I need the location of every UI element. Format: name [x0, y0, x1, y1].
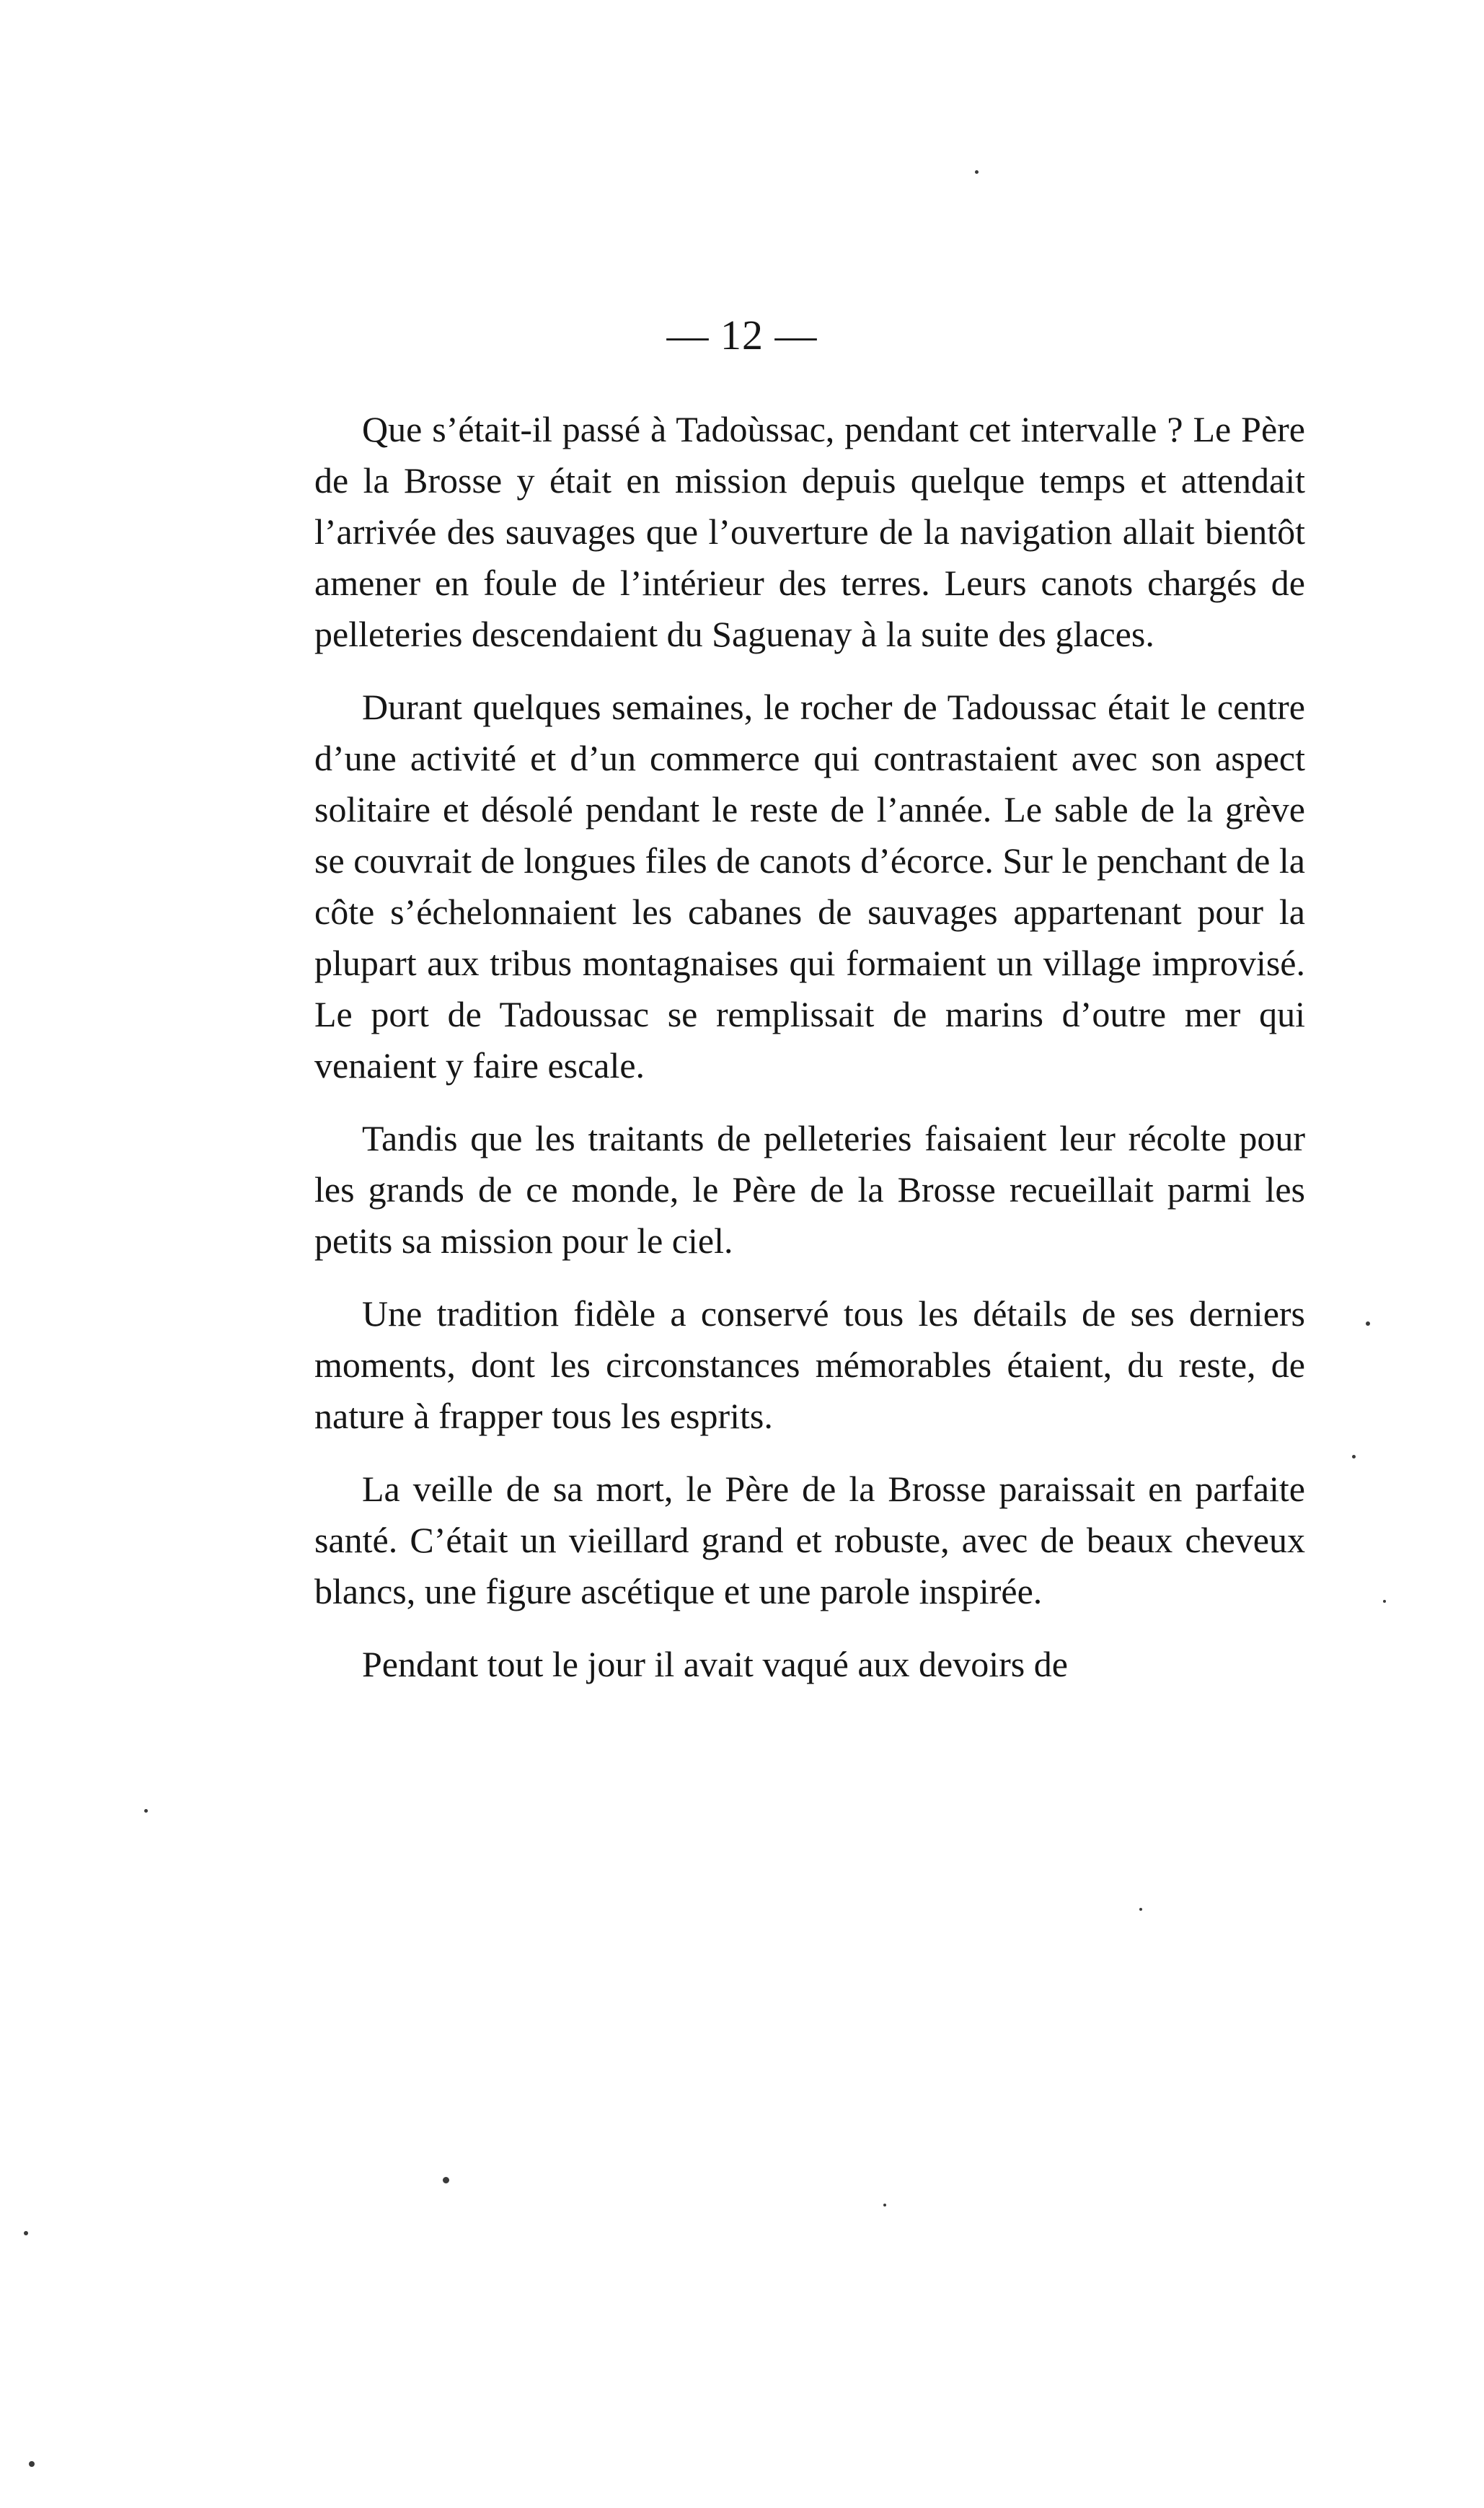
- scan-speck: [1366, 1321, 1370, 1326]
- scan-speck: [24, 2231, 28, 2235]
- paragraph-1: Que s’était-il passé à Tadoùssac, pendant cet intervalle ? Le Père de la Brosse y était en mission depuis quelque temps et attendait l’arrivée des sauvages que l’ouverture de la navigation allait bientôt amener en foule de l’intérieur des terres. Leurs canots chargés de pelleteries descendaient du Saguenay à la suite des glaces.: [314, 409, 1305, 654]
- scan-speck: [443, 2177, 449, 2183]
- scan-speck: [29, 2461, 35, 2467]
- paragraph-4: Une tradition fidèle a conservé tous les détails de ses derniers moments, dont les circonstances mémorables étaient, du reste, de nature à frapper tous les esprits.: [314, 1293, 1305, 1436]
- scan-speck: [883, 2204, 886, 2206]
- page-number: — 12 —: [666, 312, 818, 358]
- paragraph-2: Durant quelques semaines, le rocher de Tadoussac était le centre d’une activité et d’un commerce qui contrastaient avec son aspect solitaire et désolé pendant le reste de l’année. Le sable de la grève se couvrait de longues files de canots d’écorce. Sur le penchant de la côte s’échelonnaient les cabanes de sauvages appartenant pour la plupart aux tribus montagnaises qui formaient un village improvisé. Le port de Tadoussac se remplissait de marins d’outre mer qui venaient y faire escale.: [314, 687, 1305, 1086]
- body-text: [314, 404, 1305, 1690]
- scan-speck: [1352, 1455, 1356, 1458]
- paragraph-3: Tandis que les traitants de pelleteries faisaient leur récolte pour les grands de ce monde, le Père de la Brosse recueillait parmi les petits sa mission pour le ciel.: [314, 1118, 1305, 1261]
- scan-speck: [975, 170, 979, 174]
- scan-speck: [144, 1809, 148, 1813]
- scan-speck: [1139, 1908, 1142, 1911]
- scan-speck: [1383, 1600, 1386, 1603]
- paragraph-5: La veille de sa mort, le Père de la Brosse paraissait en parfaite santé. C’était un vieillard grand et robuste, avec de beaux cheveux blancs, une figure ascétique et une parole inspirée.: [314, 1469, 1305, 1611]
- paragraph-6: Pendant tout le jour il avait vaqué aux devoirs de: [362, 1644, 1068, 1684]
